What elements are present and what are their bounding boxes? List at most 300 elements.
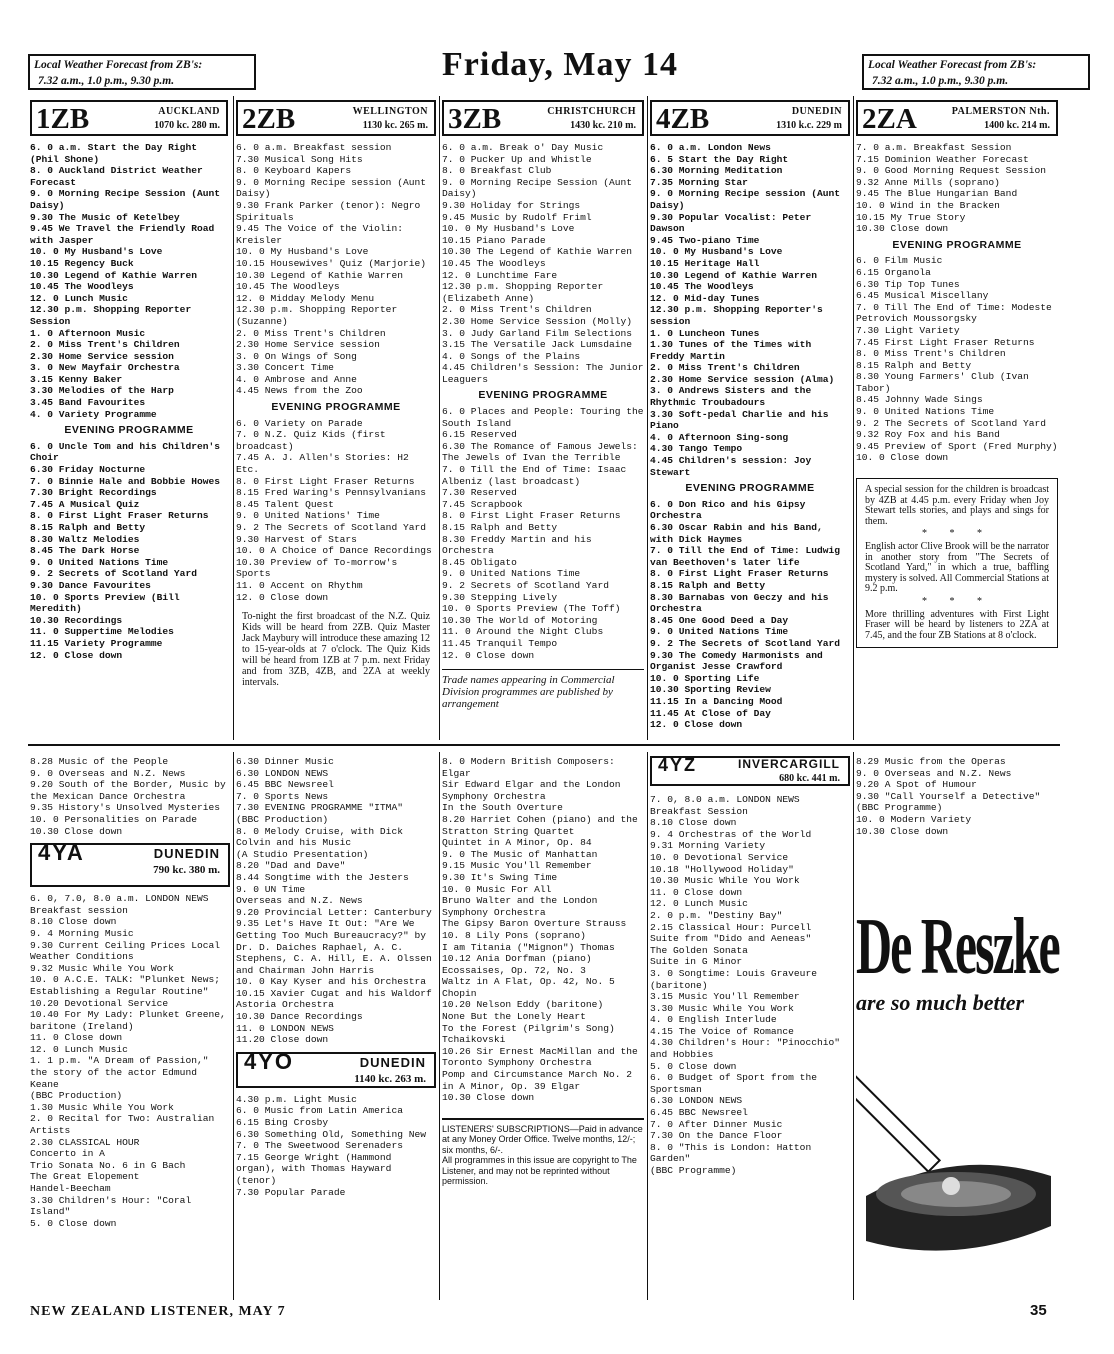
program-entry: 8.30 Waltz Melodies — [30, 533, 140, 545]
program-entry: 10. 0 Music For All — [442, 883, 552, 895]
program-entry: 10. 0 Sports Preview (The Toff) — [442, 603, 621, 615]
program-entry: 11. 0 Around the Night Clubs — [442, 626, 604, 638]
program-entry: 6. 0 Film Music — [856, 255, 943, 267]
station-city: AUCKLAND — [158, 106, 220, 117]
program-entry: 11.15 Variety Programme — [30, 637, 163, 649]
program-entry: 10.45 The Woodleys — [442, 257, 546, 269]
program-entry: 10. 0 Sports Preview (Bill Meredith) — [30, 591, 180, 615]
program-entry: 3. 0 Judy Garland Film Selections — [442, 327, 632, 339]
program-entry: 2.30 Home Service session (Alma) — [650, 373, 835, 385]
program-entry: 2. 0 Miss Trent's Children — [30, 339, 180, 351]
program-entry: 9.32 Roy Fox and his Band — [856, 429, 1000, 441]
program-entry: 3. 0 Andrews Sisters and the Rhythmic Troubadours — [650, 385, 812, 409]
program-entry: 8.44 Songtime with the Jesters — [236, 871, 409, 883]
station-call-sign: 3ZB — [448, 103, 502, 135]
ad-slogan: are so much better — [856, 990, 1025, 1015]
program-entry: To the Forest (Pilgrim's Song) Tchaikovski — [442, 1022, 615, 1046]
column-3zb — [442, 100, 644, 740]
station-call-sign: 2ZA — [862, 103, 917, 135]
program-entry: 4.30 p.m. Light Music — [236, 1093, 357, 1105]
program-entry: 7. 0 a.m. Breakfast Session — [856, 142, 1012, 153]
program-entry: 11. 0 Close down — [650, 886, 743, 898]
program-entry: 10.30 Legend of Kathie Warren — [650, 269, 817, 281]
program-entry: 3. 0 Songtime: Louis Graveure (baritone) — [650, 967, 817, 991]
program-entry: 10. 0 My Husband's Love — [442, 223, 575, 235]
program-entry: 4. 0 Variety Programme — [30, 408, 157, 420]
section-divider — [28, 744, 1060, 746]
program-entry: 10.30 The Legend of Kathie Warren — [442, 246, 632, 258]
column-rule — [647, 96, 648, 740]
program-entry: 9.35 Let's Have It Out: "Are We Getting Too Much Bureaucracy?" by Dr. D. Daiches Raphael, A. C. Stephens, C. A. Hill, E. A. Olssen and Chairman John Harris — [236, 918, 432, 976]
program-entry: 8. 0 Melody Cruise, with Dick Colvin and his Music — [236, 825, 403, 849]
weather-line-2: 7.32 a.m., 1.0 p.m., 9.30 p.m. — [872, 75, 1009, 87]
de-reszke-advertisement — [856, 896, 1059, 1301]
program-entry: 10.30 Close down — [30, 825, 123, 837]
program-entry: 9. 4 Orchestras of the World — [650, 828, 812, 840]
program-entry: 10.30 Dance Recordings — [236, 1011, 363, 1023]
program-entry: 6.45 BBC Newsreel — [650, 1107, 748, 1119]
program-entry: 6. 0 Budget of Sport from the Sportsman — [650, 1072, 817, 1095]
program-entry: 7. 0 After Dinner Music — [650, 1118, 783, 1130]
ashtray-cigarette-illustration — [856, 1026, 1056, 1266]
program-entry: 8.28 Music of the People — [30, 756, 169, 767]
program-entry: 10.30 Close down — [442, 1092, 535, 1104]
program-entry: Sir Edward Elgar and the London Symphony Orchestra — [442, 779, 621, 802]
program-entry: 3. 0 On Wings of Song — [236, 350, 357, 362]
page-title: Friday, May 14 — [442, 46, 678, 83]
column-2zb — [236, 100, 436, 740]
program-entry: 12. 0 Close down — [30, 649, 123, 661]
program-entry: 8.20 Harriet Cohen (piano) and the Stratton String Quartet — [442, 813, 638, 837]
program-entry: 6. 0 Uncle Tom and his Children's Choir — [30, 440, 220, 464]
program-entry: 6. 0 a.m. Start the Day Right (Phil Shone) — [30, 142, 197, 165]
program-entry: 9. 0 United Nations' Time — [236, 510, 380, 522]
program-entry: 6. 0 Places and People: Touring the South Island — [442, 406, 644, 429]
program-entry: 11.45 At Close of Day — [650, 707, 771, 719]
program-entry: 2. 0 Miss Trent's Children — [236, 327, 386, 339]
program-entry: 8.45 Johnny Wade Sings — [856, 394, 983, 406]
station-header-za2 — [856, 100, 1058, 136]
program-entry: 6.30 The Romance of Famous Jewels: The Jewels of Ivan the Terrible — [442, 440, 638, 464]
evening-programme-heading: EVENING PROGRAMME — [64, 424, 194, 437]
program-entry: 6. 0 Don Rico and his Gipsy Orchestra — [650, 498, 806, 522]
program-entry: 6.15 Organola — [856, 266, 931, 278]
program-entry: 10.15 Heritage Hall — [650, 257, 760, 269]
program-entry: 8.45 Talent Quest — [236, 498, 334, 510]
program-entry: 9. 2 The Secrets of Scotland Yard — [650, 637, 840, 649]
program-entry: 11. 0 Suppertime Melodies — [30, 626, 174, 638]
program-entry: 12. 0 Midday Melody Menu — [236, 292, 375, 304]
program-entry: 10.20 Nelson Eddy (baritone) — [442, 999, 604, 1011]
station-box-yz4 — [650, 756, 850, 786]
program-entry: 7. 0 N.Z. Quiz Kids (first broadcast) — [236, 429, 386, 452]
trade-names-note: Trade names appearing in Commercial Division programmes are published by arrangement — [442, 669, 644, 710]
program-entry: 4. 0 Songs of the Plains — [442, 350, 581, 362]
station-call-sign: 2ZB — [242, 103, 296, 135]
program-entry: Suite from "Dido and Aeneas" — [650, 933, 812, 945]
program-entry: 2.30 Home Service session — [236, 339, 380, 351]
program-entry: 9.30 Harvest of Stars — [236, 533, 357, 545]
station-city: PALMERSTON Nth. — [951, 106, 1050, 117]
program-entry: 8.45 The Dark Horse — [30, 545, 140, 557]
program-entry: 7. 0 The Sweetwood Serenaders — [236, 1140, 403, 1152]
program-entry: 1.30 Tunes of the Times with Freddy Martin — [650, 339, 812, 362]
program-entry: 8.29 Music from the Operas — [856, 756, 1006, 767]
station-box-yo4 — [236, 1048, 436, 1088]
program-entry: 4. 0 Ambrose and Anne — [236, 373, 357, 385]
program-entry: 10. 0 Wind in the Bracken — [856, 199, 1000, 211]
program-entry: 10.30 Close down — [856, 223, 949, 235]
program-entry: Ecossaises, Op. 72, No. 3 — [442, 964, 586, 976]
program-entry: 8. 0 First Light Fraser Returns — [442, 510, 621, 522]
program-entry: 8.15 Ralph and Betty — [442, 522, 558, 533]
program-entry: 4.45 Children's session: Joy Stewart — [650, 455, 812, 478]
program-entry: 10.45 The Woodleys — [30, 281, 134, 293]
program-entry: 4. 0 Afternoon Sing-song — [650, 431, 789, 443]
program-entry: 9.31 Morning Variety — [650, 840, 766, 852]
program-entry: 9.45 Music by Rudolf Friml — [442, 211, 592, 223]
program-entry: 7.45 First Light Fraser Returns — [856, 336, 1035, 348]
program-entry: 10.30 Sporting Review — [650, 684, 771, 696]
station-header-zb4 — [650, 100, 850, 136]
program-entry: 12.30 p.m. Shopping Reporter (Elizabeth Anne) — [442, 281, 604, 304]
program-entry: 9. 0 Morning Recipe session (Aunt Daisy) — [236, 176, 426, 200]
program-entry: 6.30 Dinner Music — [236, 756, 334, 767]
program-entry: 10.15 My True Story — [856, 211, 966, 223]
program-entry: 8. 0 Keyboard Kapers — [236, 165, 352, 177]
program-entry: 2.15 Classical Hour: Purcell — [650, 921, 812, 933]
subscriptions-notice — [442, 1118, 644, 1187]
program-entry: 9.45 The Voice of the Violin: Kreisler — [236, 223, 403, 246]
quiz-kids-note: To-night the first broadcast of the N.Z. Quiz Kids will be heard from 2ZB. Quiz Master Jack Maybury will introduce these amazing 12 to 15-year-olds at 7 o'clock. The Quiz Kids will be heard from 1ZB at 7 p.m. next Friday and from 3ZB, 4ZB, and 2ZA at weekly intervals. — [242, 611, 430, 689]
program-entry: 8.30 Barnabas von Geczy and his Orchestra — [650, 591, 829, 615]
program-entry: 9. 0 Overseas and N.Z. News — [856, 767, 1012, 779]
station-frequency: 1140 kc. 263 m. — [354, 1072, 426, 1085]
program-entry: 7.45 A. J. Allen's Stories: H2 Etc. — [236, 452, 409, 476]
station-city: DUNEDIN — [153, 846, 220, 862]
program-entry: In the South Overture — [442, 802, 563, 814]
program-entry: 9. 0 Overseas and N.Z. News — [30, 767, 186, 779]
program-entry: 6.15 Reserved — [442, 429, 517, 441]
program-entry: 3.15 The Versatile Jack Lumsdaine — [442, 339, 632, 351]
program-entry: 9.30 Dance Favourites — [30, 579, 151, 591]
program-entry: 8.10 Close down — [650, 817, 737, 829]
announcement-paragraph: English actor Clive Brook will be the narrator in another story from "The Secrets of Scotland Yard," in which a true, baffling mystery is solved. All Commercial Stations at 9.2 p.m. — [865, 541, 1049, 595]
program-entry: 4.45 Children's Session: The Junior Leaguers — [442, 362, 644, 385]
program-entry: 10.30 Music While You Work — [650, 875, 800, 887]
program-entry: 9.45 Preview of Sport (Fred Murphy) — [856, 440, 1058, 452]
program-entry: 8. 0 Auckland District Weather Forecast — [30, 165, 203, 188]
station-city: WELLINGTON — [352, 106, 428, 117]
program-entry: 6. 0 a.m. Breakfast session — [236, 142, 392, 153]
station-box-ya4 — [30, 840, 230, 887]
program-entry: 10.30 Recordings — [30, 614, 123, 626]
program-entry: 7.35 Morning Star — [650, 176, 748, 188]
station-call-sign: 4YZ — [658, 756, 698, 775]
program-entry: 9. 2 Secrets of Scotland Yard — [30, 568, 197, 580]
program-entry: 7.30 EVENING PROGRAMME "ITMA" — [236, 802, 403, 814]
program-entry: 12. 0 Lunch Music — [650, 898, 748, 910]
program-entry: 10.15 Piano Parade — [442, 234, 546, 246]
program-entry: 4.30 Children's Hour: "Pinocchio" and Hobbies — [650, 1037, 840, 1061]
program-entry: The Gipsy Baron Overture Strauss — [442, 918, 627, 930]
station-city: DUNEDIN — [791, 106, 842, 117]
program-entry: 10. 0 Devotional Service — [650, 851, 789, 863]
column-lower-5 — [856, 756, 1056, 891]
program-entry: 1. 1 p.m. "A Dream of Passion," the story of the actor Edmund Keane — [30, 1055, 209, 1090]
program-entry: 7.45 A Musical Quiz — [30, 498, 140, 510]
program-entry: 8.20 "Dad and Dave" — [236, 860, 346, 872]
program-entry: Pomp and Circumstance March No. 2 in A Minor, Op. 39 Elgar — [442, 1069, 632, 1092]
program-entry: 11. 0 Close down — [30, 1032, 123, 1044]
program-entry: 7.30 Bright Recordings — [30, 487, 157, 499]
program-entry: 3.15 Kenny Baker — [30, 373, 123, 385]
program-entry: 9. 0 United Nations Time — [442, 568, 581, 580]
station-call-sign: 4YA — [38, 840, 85, 866]
evening-programme-heading: EVENING PROGRAMME — [478, 389, 608, 402]
program-entry: None But the Lonely Heart — [442, 1011, 586, 1023]
program-entry: 7.30 Popular Parade — [236, 1186, 346, 1198]
station-header-zb1 — [30, 100, 228, 136]
program-entry: 7.30 On the Dance Floor — [650, 1130, 783, 1142]
station-header-zb2 — [236, 100, 436, 136]
program-entry: 10.30 Legend of Kathie Warren — [236, 269, 403, 281]
station-city: DUNEDIN — [359, 1054, 426, 1070]
station-call-sign: 4YO — [244, 1048, 295, 1074]
program-entry: 12. 0 Close down — [442, 649, 535, 661]
program-entry: 10. 0 My Husband's Love — [30, 246, 163, 258]
program-entry: 10. 0 Personalities on Parade — [30, 813, 197, 825]
program-entry: 9.30 Popular Vocalist: Peter Dawson — [650, 211, 812, 235]
program-entry: 10. 0 Sporting Life — [650, 672, 760, 684]
program-entry: 10.15 Xavier Cugat and his Waldorf Astoria Orchestra — [236, 987, 432, 1011]
program-entry: 10.30 Legend of Kathie Warren — [30, 269, 197, 281]
program-entry: I am Titania ("Mignon") Thomas — [442, 941, 615, 953]
station-city: INVERCARGILL — [738, 757, 840, 771]
column-rule — [439, 96, 440, 740]
program-entry: 6.45 Musical Miscellany — [856, 290, 989, 302]
program-entry: 8. 0 "This is London: Hatton Garden" — [650, 1141, 812, 1165]
program-entry: 6.15 Bing Crosby — [236, 1117, 329, 1129]
station-frequency: 1310 k.c. 229 m — [776, 120, 842, 131]
program-entry: 10.45 The Woodleys — [650, 281, 754, 293]
program-entry: 8. 0 Miss Trent's Children — [856, 348, 1006, 360]
program-entry: 9.32 Music While You Work — [30, 962, 174, 974]
program-entry: 9. 2 The Secrets of Scotland Yard — [856, 417, 1046, 429]
column-rule — [853, 752, 854, 1300]
program-entry: 2.30 CLASSICAL HOUR — [30, 1136, 140, 1148]
program-entry: 12. 0 Lunch Music — [30, 1043, 128, 1055]
program-entry: (BBC Programme) — [650, 1165, 737, 1176]
program-entry: 9. 0 United Nations Time — [30, 556, 169, 568]
program-entry: Handel-Beecham — [30, 1183, 111, 1194]
program-entry: 9. 0 The Music of Manhattan — [442, 848, 598, 860]
program-entry: 2. 0 Miss Trent's Children — [650, 362, 800, 374]
station-frequency: 790 kc. 380 m. — [153, 864, 220, 877]
program-entry: 3.30 Children's Hour: "Coral Island" — [30, 1194, 192, 1218]
column-rule — [647, 752, 648, 1300]
program-entry: 10. 0 A.C.E. TALK: "Plunket News; Establishing a Regular Routine" — [30, 974, 220, 997]
station-frequency: 1430 kc. 210 m. — [570, 120, 636, 131]
program-entry: 4.15 The Voice of Romance — [650, 1025, 794, 1037]
program-entry: 3. 0 New Mayfair Orchestra — [30, 362, 180, 374]
program-entry: 9.45 The Blue Hungarian Band — [856, 188, 1018, 200]
weather-line-1: Local Weather Forecast from ZB's: — [868, 59, 1037, 71]
station-call-sign: 4ZB — [656, 103, 710, 135]
page-number: 35 — [1030, 1302, 1047, 1319]
evening-programme-heading: EVENING PROGRAMME — [685, 482, 815, 495]
program-entry: 11.20 Close down — [236, 1034, 329, 1046]
program-entry: 8.30 Young Farmers' Club (Ivan Tabor) — [856, 371, 1029, 394]
program-entry: 10.15 Housewives' Quiz (Marjorie) — [236, 257, 426, 269]
program-entry: 10.18 "Hollywood Holiday" — [650, 863, 794, 875]
program-entry: 9.32 Anne Mills (soprano) — [856, 176, 1000, 188]
station-frequency: 1070 kc. 280 m. — [154, 120, 220, 131]
program-entry: 8.15 Ralph and Betty — [30, 522, 146, 533]
weather-line-2: 7.32 a.m., 1.0 p.m., 9.30 p.m. — [38, 75, 175, 87]
program-entry: 2.30 Home Service session — [30, 350, 174, 362]
program-entry: Suite in G Minor — [650, 956, 743, 968]
program-entry: 2. 0 p.m. "Destiny Bay" — [650, 909, 783, 921]
column-1zb — [30, 100, 228, 740]
program-entry: 7.15 Dominion Weather Forecast — [856, 153, 1029, 165]
program-entry: 9. 0 Morning Recipe Session (Aunt Daisy) — [442, 176, 632, 200]
program-entry: 6. 0 a.m. London News — [650, 142, 771, 153]
program-entry: 10. 0 Close down — [856, 452, 949, 464]
station-call-sign: 1ZB — [36, 103, 90, 135]
subscriptions-text: LISTENERS' SUBSCRIPTIONS—Paid in advance at any Money Order Office. Twelve months, 12/-; six months, 6/-. — [442, 1123, 643, 1155]
program-entry: 7. 0 Till The End of Time: Modeste Petrovich Moussorgsky — [856, 301, 1052, 325]
program-entry: 10.40 For My Lady: Plunket Greene, baritone (Ireland) — [30, 1009, 226, 1032]
program-entry: 4.45 News from the Zoo — [236, 385, 363, 397]
station-header-zb3 — [442, 100, 644, 136]
column-lower-3 — [442, 756, 644, 1296]
program-entry: 9.30 It's Swing Time — [442, 871, 558, 883]
program-entry: 3.30 Music While You Work — [650, 1002, 794, 1014]
program-entry: 7.30 Reserved — [442, 487, 517, 499]
program-entry: 10.30 Preview of To-morrow's Sports — [236, 556, 398, 580]
program-entry: 8.30 Freddy Martin and his Orchestra — [442, 533, 592, 557]
program-entry: (A Studio Presentation) — [236, 848, 369, 860]
column-rule — [233, 96, 234, 740]
program-entry: 4. 0 English Interlude — [650, 1014, 777, 1026]
program-entry: 8. 0 Modern British Composers: Elgar — [442, 756, 615, 779]
program-entry: 10.12 Ania Dorfman (piano) — [442, 953, 592, 965]
program-entry: (BBC Production) — [236, 813, 329, 825]
program-entry: 6.30 LONDON NEWS — [650, 1095, 743, 1107]
program-entry: 9. 0 UN Time — [236, 883, 306, 895]
program-entry: 9.30 Frank Parker (tenor): Negro Spirituals — [236, 199, 421, 223]
program-entry: 8.15 Ralph and Betty — [650, 579, 766, 591]
program-entry: 8. 0 Breakfast Club — [442, 165, 552, 177]
program-entry: The Golden Sonata — [650, 944, 748, 956]
program-entry: 6. 0 a.m. Break o' Day Music — [442, 142, 604, 153]
announcement-box — [856, 478, 1058, 648]
program-entry: 9.30 Stepping Lively — [442, 591, 558, 603]
evening-programme-heading: EVENING PROGRAMME — [892, 238, 1022, 251]
program-entry: 6.30 Friday Nocturne — [30, 464, 146, 476]
station-city: CHRISTCHURCH — [547, 106, 636, 117]
weather-forecast-box-right — [862, 54, 1090, 90]
program-entry: 6.45 BBC Newsreel — [236, 779, 334, 791]
program-entry: 2. 0 Miss Trent's Children — [442, 304, 592, 316]
program-entry: 12. 0 Close down — [236, 591, 329, 603]
program-entry: 10.30 The World of Motoring — [442, 614, 598, 626]
publication-footer: NEW ZEALAND LISTENER, MAY 7 — [30, 1304, 286, 1319]
program-entry: 6.30 Something Old, Something New — [236, 1128, 426, 1140]
column-4zb — [650, 100, 850, 740]
program-entry: 12.30 p.m. Shopping Reporter (Suzanne) — [236, 304, 398, 327]
program-entry: 2.30 Home Service Session (Molly) — [442, 315, 632, 327]
program-entry: 9.30 The Music of Ketelbey — [30, 211, 180, 223]
program-entry: 9. 0 United Nations Time — [650, 626, 789, 638]
program-entry: 9.20 Provincial Letter: Canterbury — [236, 906, 432, 918]
program-entry: 8.45 One Good Deed a Day — [650, 614, 789, 626]
program-entry: 10. 0 My Husband's Love — [236, 246, 369, 258]
program-entry: 8. 0 First Light Fraser Returns — [236, 475, 415, 487]
program-entry: 10.45 The Woodleys — [236, 281, 340, 293]
program-entry: 5. 0 Close down — [650, 1060, 737, 1072]
program-entry: 9. 0 Morning Recipe session (Aunt Daisy) — [650, 188, 840, 211]
program-entry: 9.35 History's Unsolved Mysteries — [30, 802, 220, 814]
column-lower-1 — [30, 756, 230, 1296]
evening-programme-heading: EVENING PROGRAMME — [271, 401, 401, 414]
program-entry: 9.30 Holiday for Strings — [442, 199, 581, 211]
program-entry: 9.30 Current Ceiling Prices Local Weather Conditions — [30, 939, 220, 963]
program-entry: 7. 0 Till the End of Time: Isaac Albeniz (last broadcast) — [442, 464, 627, 487]
program-entry: 6.30 Morning Meditation — [650, 165, 783, 177]
program-entry: 7. 0 Till the End of Time: Ludwig van Beethoven's later life — [650, 545, 840, 568]
program-entry: 7. 0 Binnie Hale and Bobbie Howes — [30, 475, 220, 487]
program-entry: 6.30 Tip Top Tunes — [856, 278, 960, 290]
program-entry: 2. 0 Recital for Two: Australian Artists — [30, 1113, 215, 1137]
program-entry: 8.10 Close down — [30, 916, 117, 928]
program-entry: 10.15 Regency Buck — [30, 257, 134, 269]
program-entry: 12. 0 Close down — [650, 719, 743, 731]
program-entry: 10. 0 Modern Variety — [856, 813, 972, 825]
weather-forecast-box-left — [28, 54, 256, 90]
program-entry: 6. 5 Start the Day Right — [650, 153, 789, 165]
program-entry: 7.45 Scrapbook — [442, 498, 523, 510]
program-entry: 9. 2 The Secrets of Scotland Yard — [236, 522, 426, 533]
program-entry: 8.15 Ralph and Betty — [856, 359, 972, 371]
program-entry: 11. 0 LONDON NEWS — [236, 1022, 334, 1034]
column-rule — [439, 752, 440, 1300]
program-entry: 9. 4 Morning Music — [30, 927, 134, 939]
announcement-paragraph: More thrilling adventures with First Light Fraser will be heard by listeners to 2ZA at 7.45, and the four ZB Stations at 8 o'clock. — [865, 608, 1049, 641]
program-entry: 3.30 Soft-pedal Charlie and his Piano — [650, 408, 829, 432]
column-2za — [856, 100, 1058, 740]
program-entry: 9.30 The Comedy Harmonists and Organist Jesse Crawford — [650, 649, 823, 673]
program-entry: Trio Sonata No. 6 in G Bach — [30, 1159, 186, 1171]
program-entry: 9.20 A Spot of Humour — [856, 779, 977, 791]
station-frequency: 680 kc. 441 m. — [779, 773, 840, 784]
program-entry: Overseas and N.Z. News — [236, 895, 363, 907]
program-entry: 7.30 Musical Song Hits — [236, 153, 363, 165]
program-entry: 12.30 p.m. Shopping Reporter's session — [650, 304, 823, 327]
program-entry: 10. 0 A Choice of Dance Recordings — [236, 545, 432, 557]
program-entry: 10. 0 My Husband's Love — [650, 246, 783, 258]
program-entry: 9. 0 United Nations Time — [856, 406, 995, 418]
program-entry: 10.20 Devotional Service — [30, 997, 169, 1009]
column-rule — [233, 752, 234, 1300]
program-entry: 9. 0 Good Morning Request Session — [856, 165, 1046, 177]
program-entry: 7. 0 Sports News — [236, 790, 329, 802]
program-entry: 3.15 Music You'll Remember — [650, 991, 800, 1003]
program-entry: 12. 0 Lunch Music — [30, 292, 128, 304]
program-entry: 1. 0 Luncheon Tunes — [650, 327, 760, 339]
column-lower-4 — [650, 756, 850, 1296]
